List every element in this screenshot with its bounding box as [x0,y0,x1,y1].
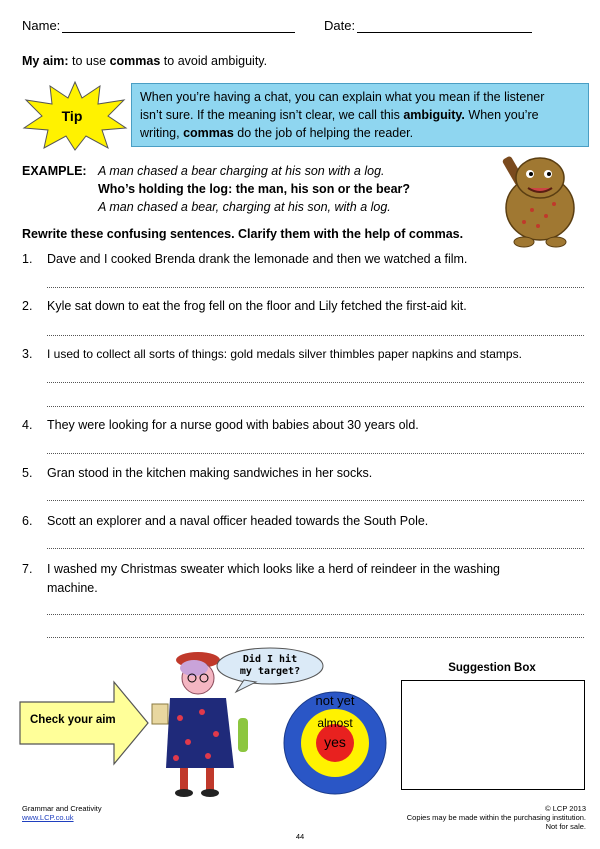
answer-line-7b[interactable] [47,637,584,638]
footer-left [22,804,102,822]
speech-line-2: my target? [239,666,301,677]
tip-line-3: writing, commas do the job of helping the reader. [140,126,414,140]
instructions: Rewrite these confusing sentences. Clarify them with the help of commas. [22,227,464,241]
date-line[interactable] [357,32,532,33]
question-6: 6. Scott an explorer and a naval officer headed towards the South Pole. [22,514,429,528]
bear-illustration [488,150,588,248]
name-label: Name: [22,18,61,33]
date-label: Date: [324,18,356,33]
tip-badge-label: Tip [61,108,83,124]
aim-text-before: to use [72,54,107,68]
footer-link[interactable]: www.LCP.co.uk [22,813,74,822]
suggestion-box-title: Suggestion Box [448,662,536,674]
footer-copyright: © LCP 2013 [545,804,586,813]
answer-line-5[interactable] [47,500,584,501]
question-4: 4. They were looking for a nurse good with babies about 30 years old. [22,418,419,432]
answer-line-3b[interactable] [47,406,584,407]
answer-line-6[interactable] [47,548,584,549]
example-line-1: A man chased a bear charging at his son with a log. [98,164,385,178]
speech-line-1: Did I hit [242,654,298,665]
question-2: 2. Kyle sat down to eat the frog fell on the floor and Lily fetched the first-aid kit. [22,299,467,313]
tip-box [131,83,589,147]
aim-statement [22,54,267,68]
answer-line-4[interactable] [47,453,584,454]
question-1: 1. Dave and I cooked Brenda drank the lemonade and then we watched a film. [22,252,468,266]
footer-series: Grammar and Creativity [22,804,102,813]
answer-line-2[interactable] [47,335,584,336]
question-7: 7. I washed my Christmas sweater which looks like a herd of reindeer in the washing machine. [22,562,500,595]
example-line-3: A man chased a bear, charging at his son, with a log. [98,200,391,214]
example-label: EXAMPLE: [22,164,87,178]
footer-copies-note: Copies may be made within the purchasing institution. [406,813,586,822]
question-5: 5. Gran stood in the kitchen making sandwiches in her socks. [22,466,373,480]
footer-right [366,804,586,831]
page-number: 44 [295,832,305,841]
example-line-2: Who’s holding the log: the man, his son or the bear? [98,182,411,196]
answer-line-7a[interactable] [47,614,584,615]
target-yes: yes [324,734,346,750]
answer-line-1[interactable] [47,287,584,288]
suggestion-box[interactable] [401,680,585,790]
footer-not-for-sale: Not for sale. [545,822,586,831]
question-3: 3. I used to collect all sorts of things: gold medals silver thimbles paper napkins and stamps. [22,347,522,361]
aim-text-after: to avoid ambiguity. [163,54,268,68]
answer-line-3a[interactable] [47,382,584,383]
aim-text-bold: commas [109,54,161,68]
target-almost: almost [317,716,353,730]
name-line[interactable] [62,32,295,33]
tip-line-1: When you’re having a chat, you can explain what you mean if the listener [140,90,545,104]
aim-label: My aim: [22,54,69,68]
check-aim-label: Check your aim [30,714,116,726]
target-not-yet: not yet [315,693,355,708]
tip-line-2: isn’t sure. If the meaning isn’t clear, we call this ambiguity. When you’re [140,108,539,122]
